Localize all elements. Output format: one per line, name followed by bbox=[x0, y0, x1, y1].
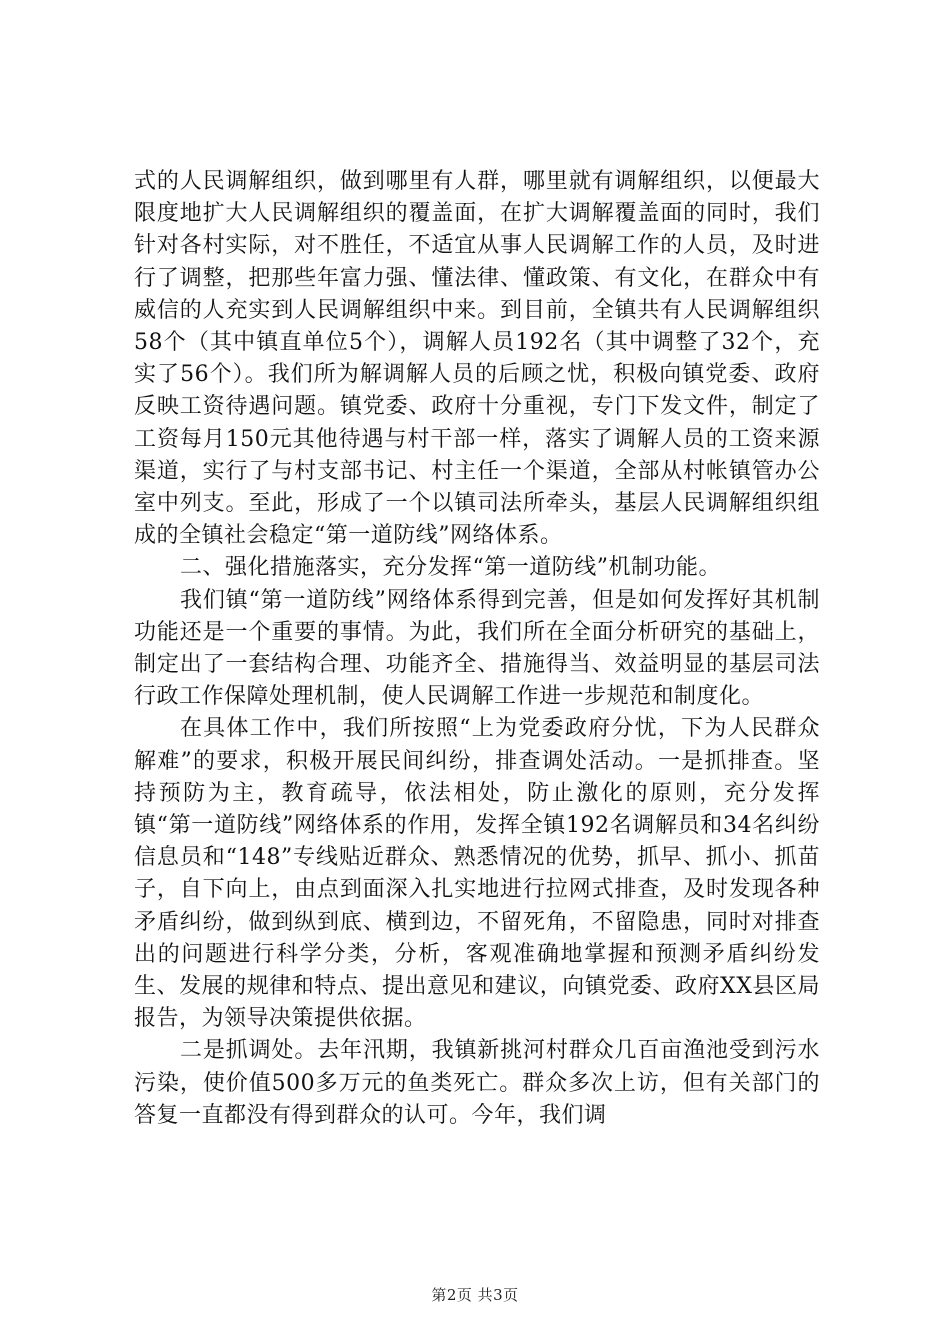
paragraph-2-heading: 二、强化措施落实，充分发挥“第一道防线”机制功能。 bbox=[180, 555, 721, 581]
paragraph-3: 我们镇“第一道防线”网络体系得到完善，但是如何发挥好其机制功能还是一个重要的事情。为此，我们所在全面分析研究的基础上，制定出了一套结构合理、功能齐全、措施得当、效益明显的基层司法行政工作保障处理机制，使人民调解工作进一步规范和制度化。 bbox=[134, 587, 820, 710]
paragraph-4: 在具体工作中，我们所按照“上为党委政府分忧，下为人民群众解难”的要求，积极开展民间纠纷，排查调处活动。一是抓排查。坚持预防为主，教育疏导，依法相处，防止激化的原则，充分发挥镇“第一道防线”网络体系的作用，发挥全镇192名调解员和34名纠纷信息员和“148”专线贴近群众、熟悉情况的优势，抓早、抓小、抓苗子，自下向上，由点到面深入扎实地进行拉网式排查，及时发现各种矛盾纠纷，做到纵到底、横到边，不留死角，不留隐患，同时对排查出的问题进行科学分类，分析，客观准确地掌握和预测矛盾纠纷发生、发展的规律和特点、提出意见和建议，向镇党委、政府XX县区局报告，为领导决策提供依据。 bbox=[134, 716, 820, 1032]
page-number-footer: 第2页 共3页 bbox=[431, 1286, 519, 1304]
paragraph-1: 式的人民调解组织，做到哪里有人群，哪里就有调解组织，以便最大限度地扩大人民调解组织的覆盖面，在扩大调解覆盖面的同时，我们针对各村实际，对不胜任，不适宜从事人民调解工作的人员，及时进行了调整，把那些年富力强、懂法律、懂政策、有文化，在群众中有威信的人充实到人民调解组织中来。到目前，全镇共有人民调解组织58个（其中镇直单位5个），调解人员192名（其中调整了32个，充实了56个）。我们所为解调解人员的后顾之忧，积极向镇党委、政府反映工资待遇问题。镇党委、政府十分重视，专门下发文件，制定了工资每月150元其他待遇与村干部一样，落实了调解人员的工资来源渠道，实行了与村支部书记、村主任一个渠道，全部从村帐镇管办公室中列支。至此，形成了一个以镇司法所牵头，基层人民调解组织组成的全镇社会稳定“第一道防线”网络体系。 bbox=[134, 169, 820, 549]
document-body bbox=[134, 166, 820, 1132]
paragraph-5: 二是抓调处。去年汛期，我镇新挑河村群众几百亩渔池受到污水污染，使价值500多万元的鱼类死亡。群众多次上访，但有关部门的答复一直都没有得到群众的认可。今年，我们调 bbox=[134, 1038, 820, 1128]
